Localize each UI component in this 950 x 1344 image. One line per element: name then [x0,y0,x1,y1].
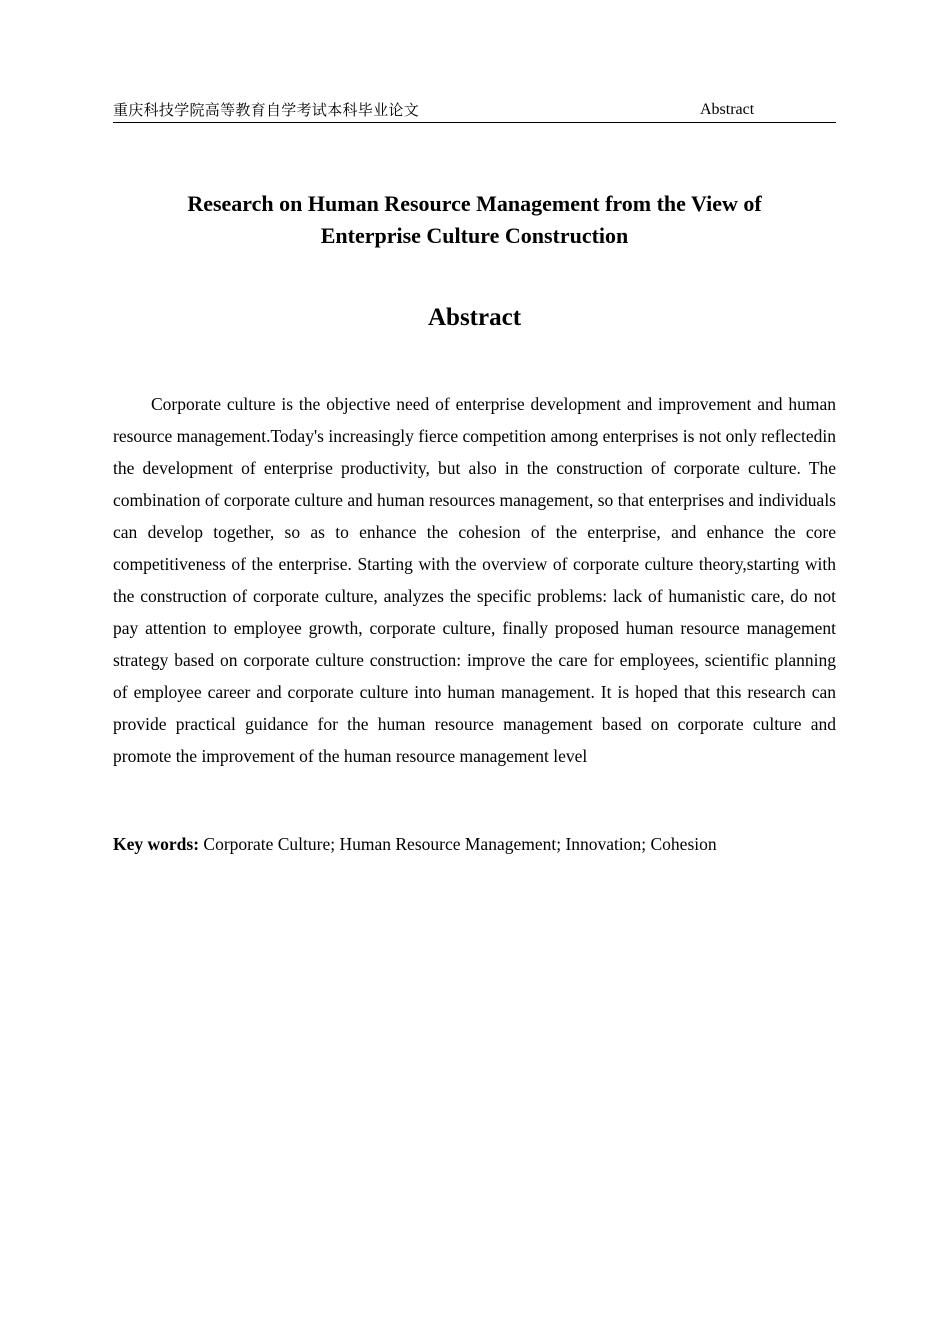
keywords-label: Key words: [113,834,200,854]
keywords-text: Corporate Culture; Human Resource Management; Innovation; Cohesion [199,834,717,854]
header-thesis-label: 重庆科技学院高等教育自学考试本科毕业论文 [113,101,420,119]
header-section-label: Abstract [700,101,755,118]
abstract-body: Corporate culture is the objective need of enterprise development and improvement and human resource management.Today's increasingly fierce competition among enterprises is not only reflectedin the development of enterprise productivity, but also in the construction of corporate culture. The combination of corporate culture and human resources management, so that enterprises and individuals can develop together, so as to enhance the cohesion of the enterprise, and enhance the core competitiveness of the enterprise. Starting with the overview of corporate culture theory,starting with the construction of corporate culture, analyzes the specific problems: lack of humanistic care, do not pay attention to employee growth, corporate culture, finally proposed human resource management strategy based on corporate culture construction: improve the care for employees, scientific planning of employee career and corporate culture into human management. It is hoped that this research can provide practical guidance for the human resource management based on corporate culture and promote the improvement of the human resource management level [113,394,836,766]
paper-title-line-1: Research on Human Resource Management from the View of [187,191,762,216]
page-header [113,100,836,123]
paper-title-line-2: Enterprise Culture Construction [320,223,629,248]
paper-title [113,188,836,252]
abstract-heading: Abstract [427,304,522,331]
keywords-line [113,828,836,860]
